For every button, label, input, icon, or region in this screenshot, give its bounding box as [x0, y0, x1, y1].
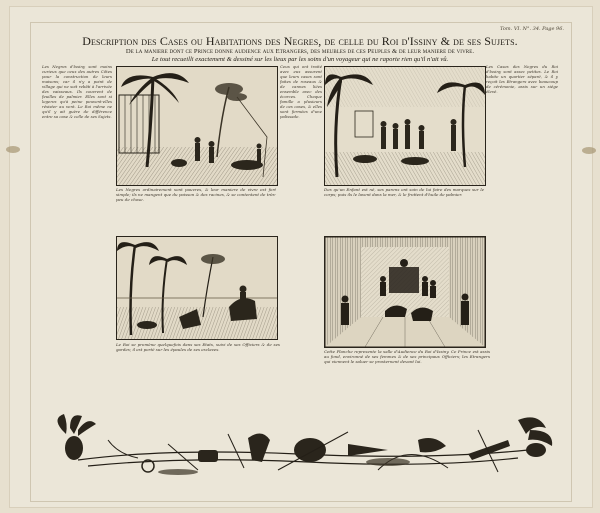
caption-top-right: Des qu'un Enfant est né, ses parens ont soin de lui faire des marques sur le corps; puis ils le lavent dans la mer, & le frottent d'huile de palmier.	[324, 187, 484, 197]
cartouche-art	[48, 410, 558, 484]
engraving-bottom-right	[324, 236, 486, 348]
caption-top-left: Les Negres ordinairement sont pauvres, & leur maniere de vivre est fort simple; ils ne mangent que du poisson & des racines, & se contentent de très-peu de chose.	[116, 187, 276, 202]
engraving-top-left-art	[117, 67, 277, 185]
engraving-bottom-right-art	[325, 237, 485, 347]
engraving-bottom-left	[116, 236, 278, 340]
text-column-right: Les Cases des Negres du Roi d'Issiny sont assez petites. Le Roi habite un quartier séparé, & il y reçoit les Etrangers avec beaucoup de cérémonie, assis sur un siége élevé.	[486, 64, 558, 94]
pin-mark-left	[6, 146, 20, 153]
caption-bottom-right: Cette Planche represente la salle d'Audience du Roi d'Issiny. Ce Prince est assis au fond, environné de ses femmes & de ses principaux Officiers; les Etrangers qui viennent le saluer se prosternent devant lui.	[324, 349, 490, 364]
title-line-3: Le tout recueilli exactement & dessiné sur les lieux par les soins d'un voyageur qui ne raporte rien qu'il n'ait vû.	[151, 56, 449, 63]
engraving-top-right-art	[325, 67, 485, 185]
text-column-left: Les Negres d'Issiny sont moins curieux que ceux des autres Côtes pour la construction de leurs maisons; car il n'y a point de village qui ne soit rebâti à l'arrivée des vaisseaux. Ils couvrent de feuilles de palmier. Elles sont si legeres qu'à peine peuvent-elles résister au vent. Le Roi même ne qu'il y ait guère de différence entre sa case & celle de ses Sujets.	[42, 64, 112, 119]
page-reference: Tom. VI. N°. 34. Page 96.	[499, 26, 564, 32]
text-column-center: Ceux qui ont traité avec eux assurent que leurs cases sont faites de roseaux & de cannes liées ensemble avec des écorces. Chaque famille a plusieurs de ces cases, & elles sont fermées d'une palissade.	[280, 64, 322, 119]
caption-bottom-left: Le Roi se promène quelquefois dans ses Etats, suivi de ses Officiers & de ses gardes; il est porté sur les épaules de ses esclaves.	[116, 342, 280, 352]
pin-mark-right	[582, 147, 596, 154]
engraving-top-right	[324, 66, 486, 186]
engraving-top-left	[116, 66, 278, 186]
title-line-1: Description des Cases ou Habitations des Negres, de celle du Roi d'Issiny & de ses Sujets.	[82, 34, 518, 48]
title-line-2: De la maniere dont ce Prince donne audience aux Etrangers, des meubles de ces Peuples & de leur maniere de vivre.	[125, 48, 475, 55]
engraving-bottom-left-art	[117, 237, 277, 339]
decorative-cartouche	[48, 410, 558, 484]
